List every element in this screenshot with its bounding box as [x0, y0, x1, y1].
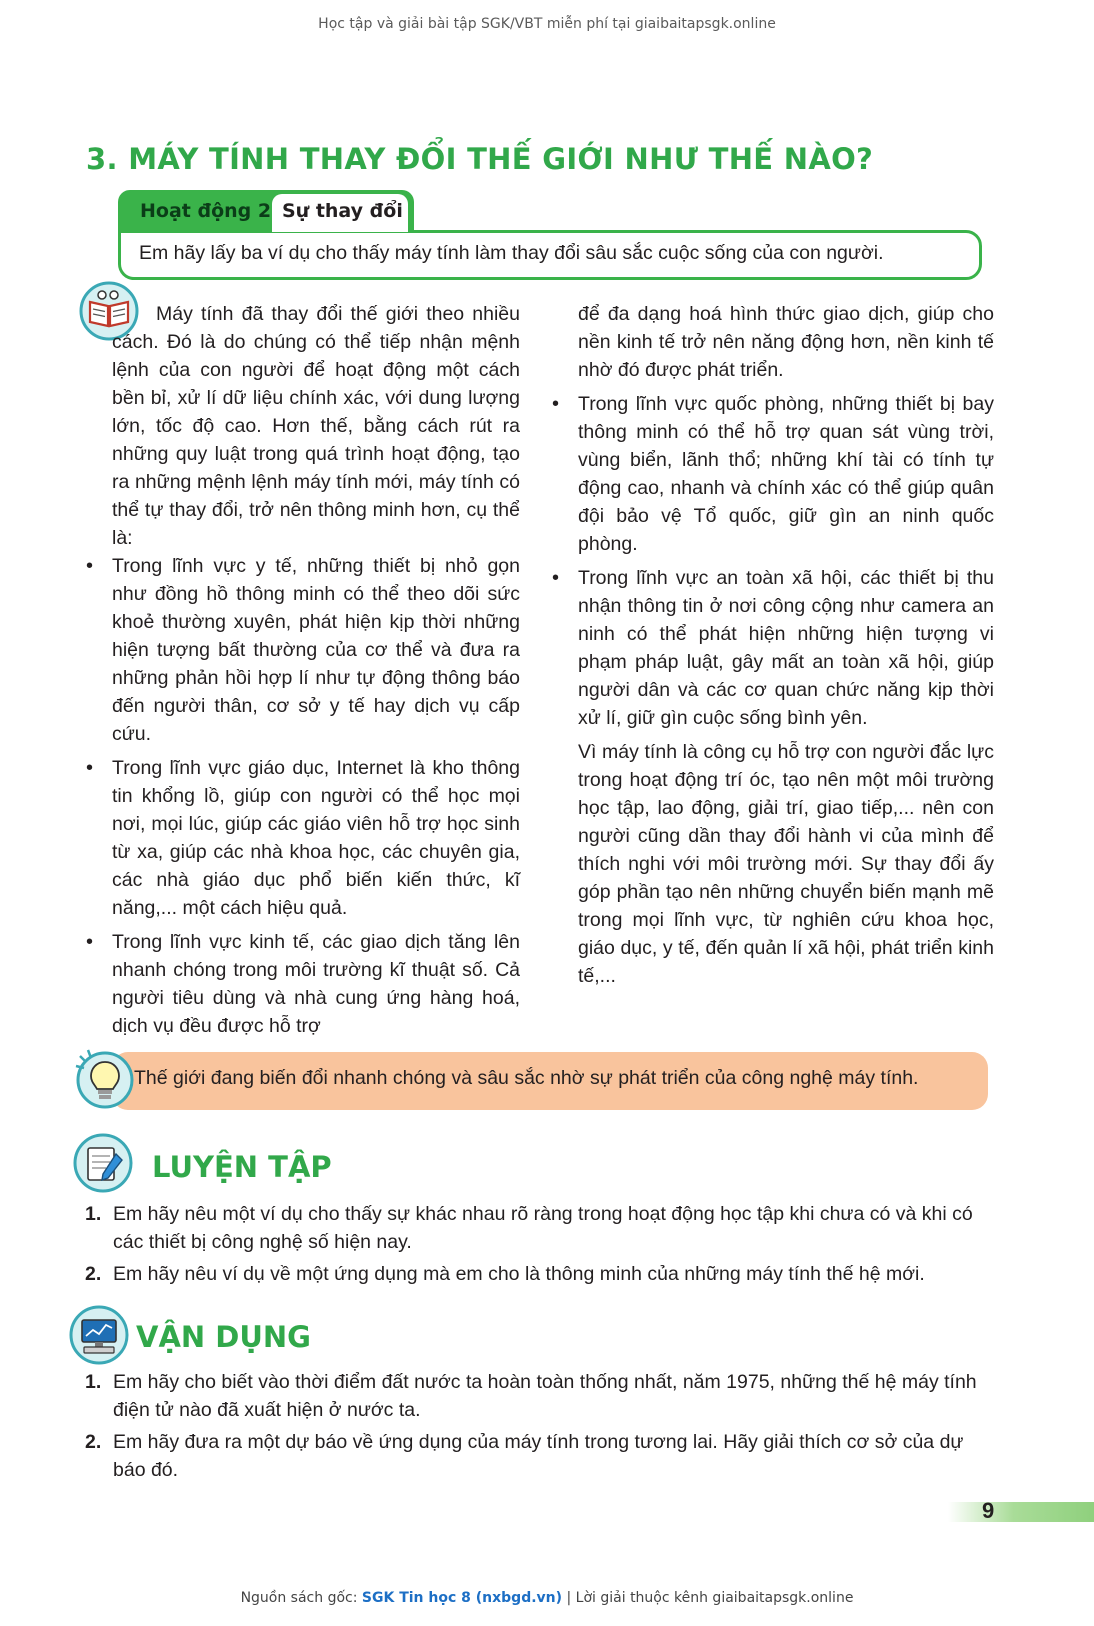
page-number-bar	[948, 1502, 1094, 1522]
activity-name-tab	[272, 194, 408, 232]
economy-continuation: để đa dạng hoá hình thức giao dịch, giúp cho nền kinh tế trở nên năng động hơn, nền kinh tế nhờ đó được phát triển.	[578, 303, 994, 381]
activity-box	[118, 190, 980, 282]
practice-item-number: 1.	[85, 1203, 102, 1225]
practice-item-text: Em hãy nêu ví dụ về một ứng dụng mà em cho là thông minh của những máy tính thế hệ mới.	[113, 1263, 925, 1285]
practice-item	[85, 1260, 995, 1288]
computer-icon	[68, 1304, 130, 1366]
application-item-number: 2.	[85, 1431, 102, 1453]
header-note: Học tập và giải bài tập SGK/VBT miễn phí tại giaibaitapsgk.online	[318, 16, 776, 32]
footer-source-link[interactable]: SGK Tin học 8 (nxbgd.vn)	[361, 1590, 563, 1606]
bullet-list-right	[578, 390, 994, 732]
practice-title: LUYỆN TẬP	[152, 1150, 332, 1184]
activity-name: Sự thay đổi	[282, 200, 403, 222]
practice-item	[85, 1200, 995, 1256]
activity-task: Em hãy lấy ba ví dụ cho thấy máy tính làm thay đổi sâu sắc cuộc sống của con người.	[139, 242, 884, 264]
application-item	[85, 1428, 995, 1484]
application-item-number: 1.	[85, 1371, 102, 1393]
application-item	[85, 1368, 995, 1424]
footer-prefix: Nguồn sách gốc:	[240, 1590, 362, 1606]
bullet-economy: • Trong lĩnh vực kinh tế, các giao dịch tăng lên nhanh chóng trong môi trường kĩ thuật số. Cả người tiêu dùng và nhà cung ứng hàng hoá, dịch vụ đều được hỗ trợ	[112, 928, 520, 1040]
activity-number: Hoạt động 2	[140, 200, 272, 222]
intro-paragraph: Máy tính đã thay đổi thế giới theo nhiều cách. Đó là do chúng có thể tiếp nhận mệnh lệnh của con người để hoạt động một cách bền bỉ, xử lí dữ liệu chính xác, với dung lượng lớn, tốc độ cao. Hơn thế, bằng cách rút ra những quy luật trong quá trình hoạt động, tạo ra những mệnh lệnh máy tính mới, máy tính có thể tự thay đổi, trở nên thông minh hơn, cụ thể là:	[112, 303, 520, 549]
activity-task-box	[118, 230, 982, 280]
practice-item-number: 2.	[85, 1263, 102, 1285]
practice-item-text: Em hãy nêu một ví dụ cho thấy sự khác nhau rõ ràng trong hoạt động học tập khi chưa có và khi có các thiết bị công nghệ số hiện nay.	[113, 1203, 973, 1253]
bullet-social-safety: • Trong lĩnh vực an toàn xã hội, các thiết bị thu nhận thông tin ở nơi công cộng như camera an ninh có thể phát hiện những hiện tượng vi phạm pháp luật, gây mất an toàn xã hội, giúp người dân và các cơ quan chức năng kịp thời xử lí, giữ gìn cuộc sống bình yên.	[578, 564, 994, 732]
column-right	[578, 300, 994, 990]
summary-box	[112, 1052, 988, 1110]
summary-text: Thế giới đang biến đổi nhanh chóng và sâu sắc nhờ sự phát triển của công nghệ máy tính.	[134, 1067, 919, 1089]
bullet-education: • Trong lĩnh vực giáo dục, Internet là kho thông tin khổng lồ, giúp con người có thể học mọi nơi, mọi lúc, giúp các giáo viên hỗ trợ học sinh từ xa, giúp các nhà khoa học, các chuyên gia, các nhà giáo dục phổ biến kiến thức, kĩ năng,... một cách hiệu quả.	[112, 754, 520, 922]
conclusion-paragraph: Vì máy tính là công cụ hỗ trợ con người đắc lực trong hoạt động trí óc, tạo nên một môi trường học tập, lao động, giải trí, giao tiếp,... nên con người cũng dần thay đổi hành vi của mình để thích nghi với môi trường mới. Sự thay đổi ấy góp phần tạo nên những chuyển biến mạnh mẽ trong mọi lĩnh vực, từ nghiên cứu khoa học, giáo dục, y tế, đến quản lí xã hội, phát triển kinh tế,...	[578, 741, 994, 987]
bullet-defense: • Trong lĩnh vực quốc phòng, những thiết bị bay thông minh có thể hỗ trợ quan sát vùng trời, vùng biển, lãnh thổ; những khí tài có tính tự động cao, nhanh và chính xác có thể giúp quân đội bảo vệ Tổ quốc, giữ gìn an ninh quốc phòng.	[578, 390, 994, 558]
footer	[0, 1590, 1094, 1606]
activity-tab	[118, 190, 414, 232]
column-left	[112, 300, 520, 1046]
application-item-text: Em hãy cho biết vào thời điểm đất nước ta hoàn toàn thống nhất, năm 1975, những thế hệ máy tính điện tử nào đã xuất hiện ở nước ta.	[113, 1371, 977, 1421]
lightbulb-icon	[74, 1046, 136, 1110]
notepad-pencil-icon	[72, 1132, 134, 1194]
practice-list	[85, 1200, 995, 1292]
section-title: 3. MÁY TÍNH THAY ĐỔI THẾ GIỚI NHƯ THẾ NÀO?	[86, 142, 874, 176]
bullet-health: • Trong lĩnh vực y tế, những thiết bị nhỏ gọn như đồng hồ thông minh có thể theo dõi sức khoẻ thường xuyên, phát hiện kịp thời những hiện tượng bất thường của cơ thể và đưa ra những phản hồi hợp lí như tự động thông báo đến người thân, cơ sở y tế hay dịch vụ cấp cứu.	[112, 552, 520, 748]
application-title: VẬN DỤNG	[136, 1320, 311, 1354]
bullet-list-left	[112, 552, 520, 1040]
application-item-text: Em hãy đưa ra một dự báo về ứng dụng của máy tính trong tương lai. Hãy giải thích cơ sở của dự báo đó.	[113, 1431, 964, 1481]
application-list	[85, 1368, 995, 1488]
footer-suffix: | Lời giải thuộc kênh giaibaitapsgk.online	[562, 1590, 854, 1606]
page-number: 9	[982, 1498, 995, 1523]
